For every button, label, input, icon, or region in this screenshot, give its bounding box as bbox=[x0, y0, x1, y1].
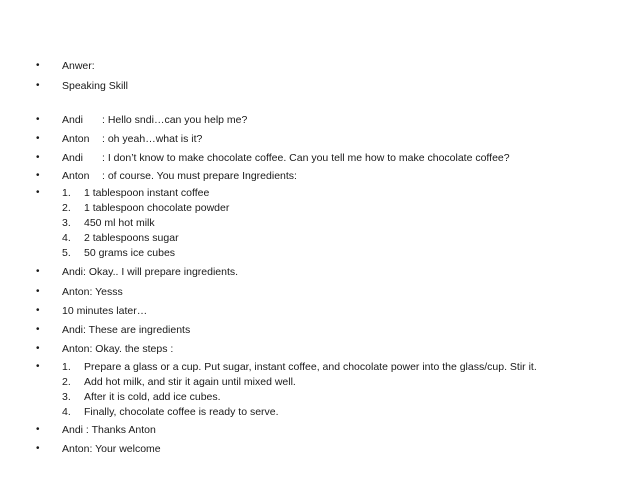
dialog-text: Anton: Yesss bbox=[62, 286, 123, 298]
dialog-text: Andi: These are ingredients bbox=[62, 324, 191, 336]
ingredient-text: 1 tablespoon chocolate powder bbox=[84, 202, 230, 214]
list-number: 5. bbox=[62, 247, 71, 259]
step-item bbox=[0, 404, 638, 420]
step-text: Finally, chocolate coffee is ready to serve. bbox=[84, 406, 279, 418]
bullet-icon: • bbox=[36, 80, 40, 91]
bullet-icon: • bbox=[36, 170, 40, 181]
ingredient-item bbox=[0, 230, 638, 246]
dialog-text: Anton: Your welcome bbox=[62, 443, 161, 455]
dialog-line bbox=[0, 150, 638, 166]
dialog-line bbox=[0, 422, 638, 438]
step-item bbox=[0, 374, 638, 390]
bullet-icon: • bbox=[36, 133, 40, 144]
bullet-icon: • bbox=[36, 152, 40, 163]
ingredient-text: 50 grams ice cubes bbox=[84, 247, 176, 259]
dialog-line bbox=[0, 441, 638, 457]
dialog-text: : Hello sndi…can you help me? bbox=[102, 114, 248, 126]
dialog-line bbox=[0, 341, 638, 357]
step-text: Prepare a glass or a cup. Put sugar, instant coffee, and chocolate power into the glass/cup. Stir it. bbox=[84, 361, 537, 373]
speaker-name: Andi bbox=[62, 152, 84, 164]
dialog-line bbox=[0, 264, 638, 280]
bullet-icon: • bbox=[36, 114, 40, 125]
bullet-icon: • bbox=[36, 60, 40, 71]
bullet-icon: • bbox=[36, 343, 40, 354]
dialog-line bbox=[0, 168, 638, 184]
list-number: 3. bbox=[62, 217, 71, 229]
list-number: 2. bbox=[62, 202, 71, 214]
dialog-text: : of course. You must prepare Ingredients: bbox=[102, 170, 297, 182]
dialog-line bbox=[0, 303, 638, 319]
dialog-text: Anton: Okay. the steps : bbox=[62, 343, 174, 355]
bullet-icon: • bbox=[36, 305, 40, 316]
ingredient-item bbox=[0, 215, 638, 231]
dialog-text: 10 minutes later… bbox=[62, 305, 148, 317]
step-item bbox=[0, 359, 638, 375]
dialog-text: Andi : Thanks Anton bbox=[62, 424, 156, 436]
ingredient-text: 450 ml hot milk bbox=[84, 217, 155, 229]
list-item bbox=[0, 78, 638, 94]
dialog-text: Andi: Okay.. I will prepare ingredients. bbox=[62, 266, 239, 278]
speaker-name: Anton bbox=[62, 170, 90, 182]
dialog-line bbox=[0, 112, 638, 128]
list-number: 3. bbox=[62, 391, 71, 403]
speaker-name: Anton bbox=[62, 133, 90, 145]
speaker-name: Andi bbox=[62, 114, 84, 126]
list-item bbox=[0, 58, 638, 74]
dialog-text: : I don’t know to make chocolate coffee. Can you tell me how to make chocolate coffee? bbox=[102, 152, 510, 164]
bullet-icon: • bbox=[36, 266, 40, 277]
dialog-line bbox=[0, 284, 638, 300]
ingredient-item bbox=[0, 245, 638, 261]
ingredient-item bbox=[0, 185, 638, 201]
bullet-icon: • bbox=[36, 286, 40, 297]
dialog-line bbox=[0, 131, 638, 147]
bullet-icon: • bbox=[36, 424, 40, 435]
step-text: After it is cold, add ice cubes. bbox=[84, 391, 221, 403]
list-number: 2. bbox=[62, 376, 71, 388]
ingredient-item bbox=[0, 200, 638, 216]
bullet-icon: • bbox=[36, 443, 40, 454]
step-text: Add hot milk, and stir it again until mixed well. bbox=[84, 376, 296, 388]
step-item bbox=[0, 389, 638, 405]
list-number: 4. bbox=[62, 232, 71, 244]
ingredient-text: 1 tablespoon instant coffee bbox=[84, 187, 210, 199]
answer-label: Anwer: bbox=[62, 60, 95, 72]
section-heading: Speaking Skill bbox=[62, 80, 128, 92]
bullet-icon: • bbox=[36, 361, 40, 372]
dialog-line bbox=[0, 322, 638, 338]
bullet-icon: • bbox=[36, 324, 40, 335]
ingredient-text: 2 tablespoons sugar bbox=[84, 232, 179, 244]
bullet-icon: • bbox=[36, 187, 40, 198]
dialog-text: : oh yeah…what is it? bbox=[102, 133, 203, 145]
list-number: 4. bbox=[62, 406, 71, 418]
list-number: 1. bbox=[62, 361, 71, 373]
list-number: 1. bbox=[62, 187, 71, 199]
